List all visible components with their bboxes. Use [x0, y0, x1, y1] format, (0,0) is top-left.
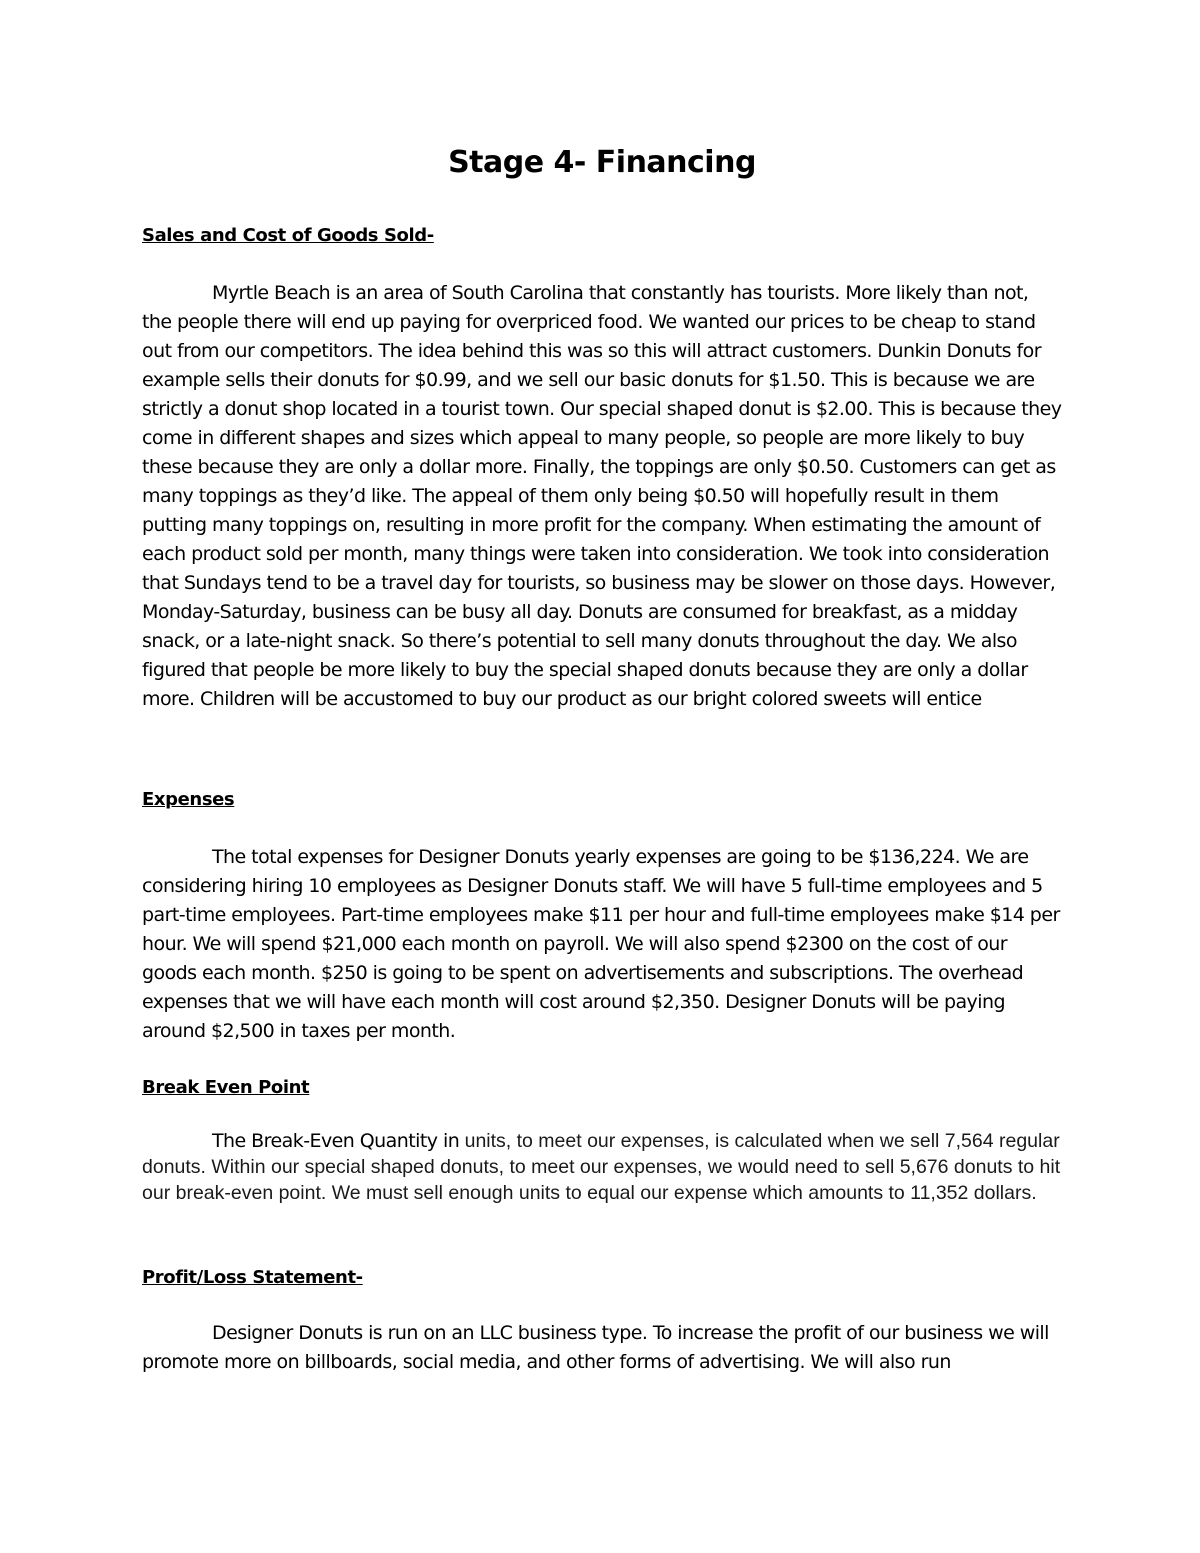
section-heading-expenses: Expenses — [142, 789, 235, 810]
section-profit-loss — [142, 1264, 1062, 1377]
paragraph-break-even-rest: units, to meet our expenses, is calculated when we sell 7,564 regular donuts. Within our special shaped donuts, to meet our expenses, we would need to sell 5,676 donuts to hit our break-even point. We must sell enough units to equal our expense which amounts to 11,352 dollars. — [142, 1130, 1061, 1204]
paragraph-expenses: The total expenses for Designer Donuts yearly expenses are going to be $136,224. We are considering hiring 10 employees as Designer Donuts staff. We will have 5 full-time employees and 5 part-time employees. Part-time employees make $11 per hour and full-time employees make $14 per hour. We will spend $21,000 each month on payroll. We will also spend $2300 on the cost of our goods each month. $250 is going to be spent on advertisements and subscriptions. The overhead expenses that we will have each month will cost around $2,350. Designer Donuts will be paying around $2,500 in taxes per month. — [142, 846, 1060, 1042]
section-expenses — [142, 786, 1062, 1046]
section-heading-sales-cogs: Sales and Cost of Goods Sold- — [142, 225, 434, 246]
section-sales-cogs — [142, 222, 1062, 714]
section-heading-profit-loss: Profit/Loss Statement- — [142, 1267, 363, 1288]
paragraph-sales-cogs: Myrtle Beach is an area of South Carolina that constantly has tourists. More likely than not, the people there will end up paying for overpriced food. We wanted our prices to be cheap to stand out from our competitors. The idea behind this was so this will attract customers. Dunkin Donuts for example sells their donuts for $0.99, and we sell our basic donuts for $1.50. This is because we are strictly a donut shop located in a tourist town. Our special shaped donut is $2.00. This is because they come in different shapes and sizes which appeal to many people, so people are more likely to buy these because they are only a dollar more. Finally, the toppings are only $0.50. Customers can get as many toppings as they’d like. The appeal of them only being $0.50 will hopefully result in them putting many toppings on, resulting in more profit for the company. When estimating the amount of each product sold per month, many things were taken into consideration. We took into consideration that Sundays tend to be a travel day for tourists, so business may be slower on those days. However, Monday-Saturday, business can be busy all day. Donuts are consumed for breakfast, as a midday snack, or a late-night snack. So there’s potential to sell many donuts throughout the day. We also figured that people be more likely to buy the special shaped donuts because they are only a dollar more. Children will be accustomed to buy our product as our bright colored sweets will entice — [142, 282, 1062, 710]
section-heading-break-even: Break Even Point — [142, 1077, 310, 1098]
paragraph-break-even-lead: The Break-Even Quantity in — [212, 1130, 460, 1152]
paragraph-profit-loss: Designer Donuts is run on an LLC business type. To increase the profit of our business we will promote more on billboards, social media, and other forms of advertising. We will also run — [142, 1322, 1049, 1373]
paragraph-break-even — [142, 1128, 1062, 1206]
section-break-even — [142, 1074, 1062, 1206]
document-title: Stage 4- Financing — [448, 145, 756, 180]
document-page — [142, 140, 1062, 1377]
